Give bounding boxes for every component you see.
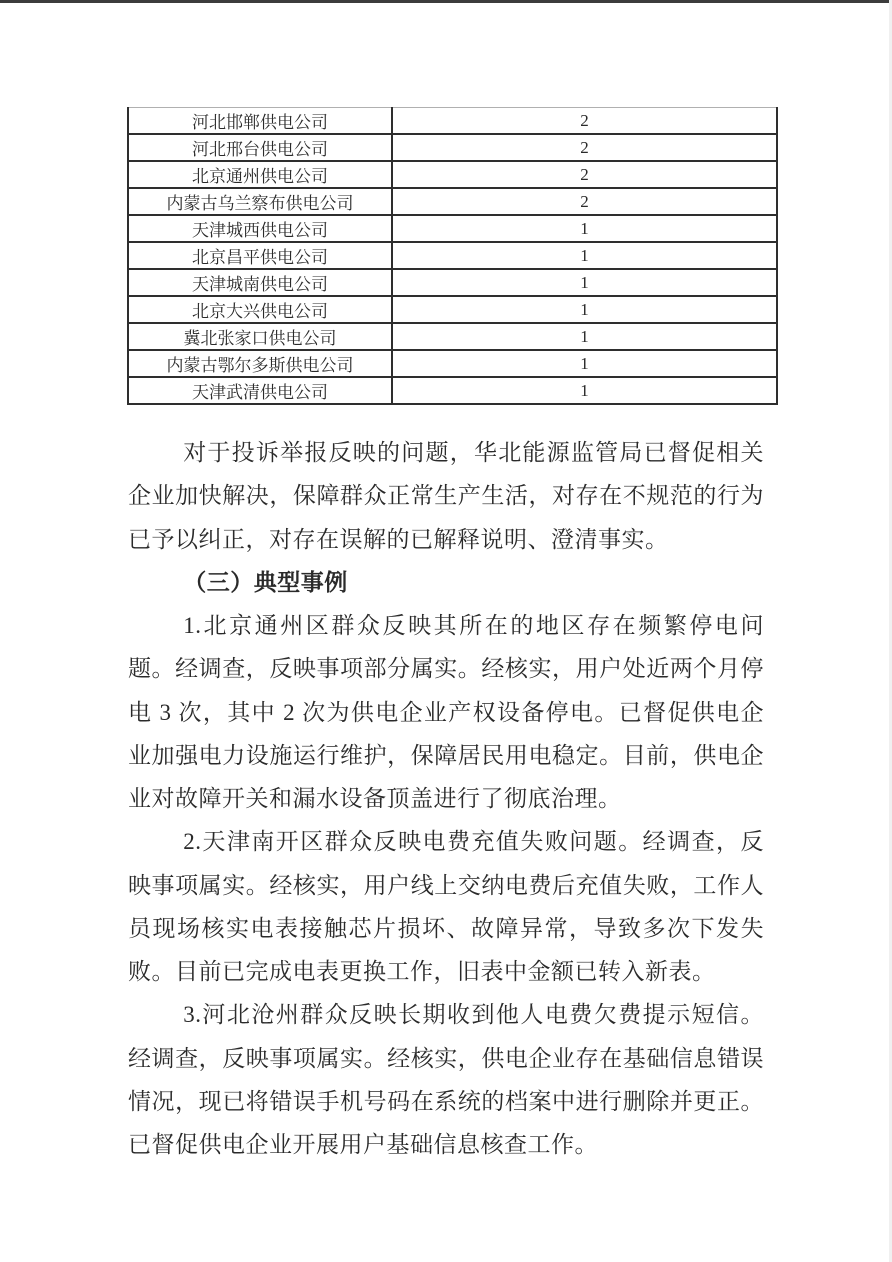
company-name-cell: 北京昌平供电公司	[128, 242, 392, 269]
complaint-count-cell: 2	[392, 161, 777, 188]
complaint-count-cell: 1	[392, 269, 777, 296]
case-paragraph-3: 3.河北沧州群众反映长期收到他人电费欠费提示短信。经调查，反映事项属实。经核实，供电企业存在基础信息错误情况，现已将错误手机号码在系统的档案中进行删除并更正。已督促供电企业开展用户基础信息核查工作。	[128, 1002, 764, 1157]
company-name-cell: 北京通州供电公司	[128, 161, 392, 188]
document-body-text	[128, 431, 764, 1166]
complaint-count-cell: 1	[392, 323, 777, 350]
company-name-cell: 河北邯郸供电公司	[128, 108, 392, 135]
complaint-count-table-body	[128, 108, 777, 405]
table-row	[128, 377, 777, 404]
page-top-edge-bar	[0, 0, 892, 3]
complaint-count-cell: 2	[392, 108, 777, 135]
company-name-cell: 天津城西供电公司	[128, 215, 392, 242]
complaint-count-cell: 1	[392, 377, 777, 404]
complaint-count-cell: 1	[392, 242, 777, 269]
complaint-count-cell: 2	[392, 188, 777, 215]
table-row	[128, 296, 777, 323]
company-name-cell: 内蒙古鄂尔多斯供电公司	[128, 350, 392, 377]
company-name-cell: 河北邢台供电公司	[128, 134, 392, 161]
table-row	[128, 350, 777, 377]
table-row	[128, 108, 777, 135]
table-row	[128, 323, 777, 350]
company-name-cell: 天津城南供电公司	[128, 269, 392, 296]
table-row	[128, 242, 777, 269]
complaint-count-cell: 2	[392, 134, 777, 161]
table-row	[128, 161, 777, 188]
complaint-count-cell: 1	[392, 215, 777, 242]
section-heading: （三）典型事例	[183, 569, 348, 595]
table-row	[128, 269, 777, 296]
summary-paragraph: 对于投诉举报反映的问题，华北能源监管局已督促相关企业加快解决，保障群众正常生产生活，对存在不规范的行为已予以纠正，对存在误解的已解释说明、澄清事实。	[128, 440, 764, 552]
company-name-cell: 北京大兴供电公司	[128, 296, 392, 323]
complaint-count-cell: 1	[392, 350, 777, 377]
company-name-cell: 冀北张家口供电公司	[128, 323, 392, 350]
company-name-cell: 天津武清供电公司	[128, 377, 392, 404]
company-name-cell: 内蒙古乌兰察布供电公司	[128, 188, 392, 215]
table-row	[128, 134, 777, 161]
case-paragraph-2: 2.天津南开区群众反映电费充值失败问题。经调查，反映事项属实。经核实，用户线上交纳电费后充值失败，工作人员现场核实电表接触芯片损坏、故障异常，导致多次下发失败。目前已完成电表更换工作，旧表中金额已转入新表。	[128, 829, 764, 984]
complaint-count-cell: 1	[392, 296, 777, 323]
table-row	[128, 188, 777, 215]
table-row	[128, 215, 777, 242]
case-paragraph-1: 1.北京通州区群众反映其所在的地区存在频繁停电问题。经调查，反映事项部分属实。经核实，用户处近两个月停电 3 次，其中 2 次为供电企业产权设备停电。已督促供电企业加强电力设施运行维护，保障居民用电稳定。目前，供电企业对故障开关和漏水设备顶盖进行了彻底治理。	[128, 613, 764, 811]
complaint-count-table	[127, 107, 778, 405]
